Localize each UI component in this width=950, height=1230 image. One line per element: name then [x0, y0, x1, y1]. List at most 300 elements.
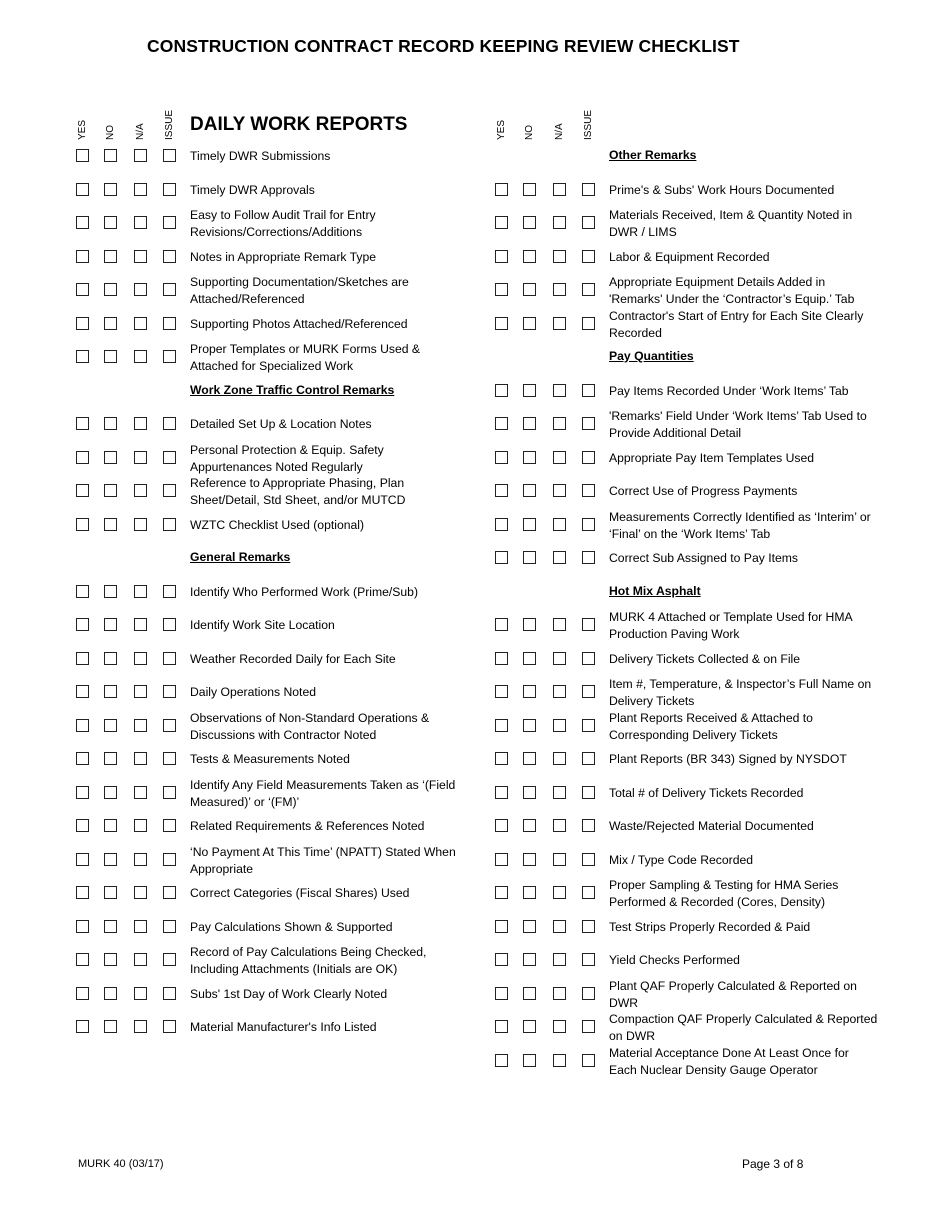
checklist-item-label: Pay Calculations Shown & Supported	[190, 919, 393, 934]
checkbox-no[interactable]	[523, 853, 536, 866]
checkbox-na[interactable]	[553, 551, 566, 564]
checkbox-issue[interactable]	[582, 518, 595, 531]
checkbox-no[interactable]	[104, 451, 117, 464]
checkbox-yes[interactable]	[495, 618, 508, 631]
checklist-row	[495, 610, 915, 647]
checkbox-na[interactable]	[134, 752, 147, 765]
checkbox-issue[interactable]	[582, 183, 595, 196]
checkbox-yes[interactable]	[76, 819, 89, 832]
checkbox-na[interactable]	[553, 752, 566, 765]
checkbox-issue[interactable]	[163, 149, 176, 162]
checklist-item-label: Identify Any Field Measurements Taken as ‘(Field Measured)’ or ‘(FM)’	[190, 777, 456, 809]
checkbox-yes[interactable]	[495, 1020, 508, 1033]
checkbox-yes[interactable]	[76, 216, 89, 229]
checkbox-issue[interactable]	[582, 819, 595, 832]
checkbox-no[interactable]	[104, 1020, 117, 1033]
checklist-row	[76, 710, 496, 748]
column-header-no: NO	[105, 125, 116, 140]
checkbox-na[interactable]	[134, 317, 147, 330]
checkbox-yes[interactable]	[495, 551, 508, 564]
form-id: MURK 40 (03/17)	[78, 1158, 164, 1170]
checkbox-no[interactable]	[104, 987, 117, 1000]
checkbox-issue[interactable]	[163, 886, 176, 899]
checkbox-yes[interactable]	[495, 786, 508, 799]
checkbox-na[interactable]	[134, 417, 147, 430]
checkbox-issue[interactable]	[582, 786, 595, 799]
checklist-row	[76, 844, 496, 882]
section-heading-label: General Remarks	[190, 550, 291, 564]
checklist-item-label: Record of Pay Calculations Being Checked, Including Attachments (Initials are OK)	[190, 945, 427, 976]
checkbox-yes[interactable]	[495, 484, 508, 497]
checkbox-yes[interactable]	[76, 317, 89, 330]
checkbox-na[interactable]	[553, 283, 566, 296]
checkbox-issue[interactable]	[163, 752, 176, 765]
checkbox-no[interactable]	[104, 417, 117, 430]
checkbox-na[interactable]	[134, 518, 147, 531]
checkbox-yes[interactable]	[495, 283, 508, 296]
checklist-item-label: Identify Work Site Location	[190, 618, 335, 632]
checkbox-issue[interactable]	[582, 551, 595, 564]
checkbox-issue[interactable]	[163, 920, 176, 933]
checklist-row	[495, 878, 915, 915]
checkbox-na[interactable]	[553, 317, 566, 330]
checkbox-na[interactable]	[134, 585, 147, 598]
section-heading	[495, 349, 915, 379]
checklist-row	[76, 885, 496, 915]
checklist-row	[495, 919, 915, 949]
checkbox-yes[interactable]	[76, 484, 89, 497]
checkbox-na[interactable]	[134, 819, 147, 832]
checklist-item-label: Material Acceptance Done At Least Once for Each Nuclear Density Gauge Operator	[609, 1045, 849, 1077]
checkbox-issue[interactable]	[582, 216, 595, 229]
checkbox-na[interactable]	[553, 417, 566, 430]
checkbox-no[interactable]	[523, 819, 536, 832]
checkbox-no[interactable]	[523, 652, 536, 665]
checkbox-na[interactable]	[553, 216, 566, 229]
checkbox-na[interactable]	[134, 652, 147, 665]
checkbox-issue[interactable]	[582, 250, 595, 263]
checkbox-issue[interactable]	[582, 1020, 595, 1033]
checklist-item-label: Labor & Equipment Recorded	[609, 249, 770, 264]
checkbox-issue[interactable]	[163, 451, 176, 464]
section-heading-label: Work Zone Traffic Control Remarks	[190, 382, 395, 397]
checklist-item-label: Yield Checks Performed	[609, 953, 740, 967]
checklist-row	[495, 409, 915, 446]
checkbox-yes[interactable]	[495, 853, 508, 866]
checkbox-yes[interactable]	[495, 652, 508, 665]
checklist-item-label: Tests & Measurements Noted	[190, 752, 350, 766]
checklist-row	[76, 476, 496, 513]
checkbox-issue[interactable]	[163, 183, 176, 196]
checklist-item-label: Material Manufacturer's Info Listed	[190, 1020, 377, 1034]
checkbox-issue[interactable]	[163, 819, 176, 832]
checkbox-yes[interactable]	[76, 953, 89, 966]
checkbox-yes[interactable]	[76, 719, 89, 732]
checkbox-no[interactable]	[523, 451, 536, 464]
checkbox-yes[interactable]	[76, 250, 89, 263]
checkbox-issue[interactable]	[582, 1054, 595, 1067]
checklist-item-label: Prime's & Subs' Work Hours Documented	[609, 182, 835, 197]
checkbox-yes[interactable]	[76, 618, 89, 631]
checkbox-issue[interactable]	[163, 216, 176, 229]
checkbox-yes[interactable]	[495, 987, 508, 1000]
checkbox-na[interactable]	[134, 886, 147, 899]
checkbox-na[interactable]	[553, 786, 566, 799]
checkbox-na[interactable]	[134, 618, 147, 631]
section-heading-label: Other Remarks	[609, 148, 697, 162]
checklist-item-label: Test Strips Properly Recorded & Paid	[609, 919, 811, 934]
checkbox-no[interactable]	[104, 819, 117, 832]
checklist-item-label: Personal Protection & Equip. Safety Appurtenances Noted Regularly	[190, 442, 384, 474]
checklist-item-label: Total # of Delivery Tickets Recorded	[609, 785, 804, 800]
checkbox-no[interactable]	[523, 283, 536, 296]
checkbox-issue[interactable]	[582, 652, 595, 665]
checkbox-no[interactable]	[523, 317, 536, 330]
checkbox-yes[interactable]	[76, 417, 89, 430]
checkbox-no[interactable]	[523, 384, 536, 397]
checkbox-na[interactable]	[553, 987, 566, 1000]
checkbox-issue[interactable]	[582, 317, 595, 330]
checkbox-no[interactable]	[523, 618, 536, 631]
checkbox-no[interactable]	[523, 250, 536, 263]
checkbox-na[interactable]	[553, 886, 566, 899]
checkbox-na[interactable]	[134, 685, 147, 698]
checkbox-yes[interactable]	[495, 719, 508, 732]
checklist-item-label: Correct Sub Assigned to Pay Items	[609, 551, 798, 565]
section-heading-daily-work-reports: DAILY WORK REPORTS	[190, 114, 408, 135]
checkbox-na[interactable]	[134, 1020, 147, 1033]
checkbox-issue[interactable]	[163, 953, 176, 966]
checklist-row	[76, 342, 496, 379]
checklist-row	[76, 986, 496, 1016]
checkbox-na[interactable]	[134, 350, 147, 363]
checkbox-issue[interactable]	[163, 853, 176, 866]
checkbox-no[interactable]	[523, 886, 536, 899]
checkbox-no[interactable]	[104, 149, 117, 162]
checklist-item-label: Timely DWR Approvals	[190, 182, 315, 197]
checkbox-na[interactable]	[134, 719, 147, 732]
checkbox-yes[interactable]	[495, 250, 508, 263]
checklist-item-label: Delivery Tickets Collected & on File	[609, 651, 801, 666]
checkbox-no[interactable]	[523, 1054, 536, 1067]
checklist-row	[495, 208, 915, 245]
checkbox-yes[interactable]	[76, 350, 89, 363]
checkbox-no[interactable]	[523, 786, 536, 799]
checkbox-na[interactable]	[553, 1020, 566, 1033]
checkbox-issue[interactable]	[582, 853, 595, 866]
checklist-item-label: Weather Recorded Daily for Each Site	[190, 651, 396, 666]
checkbox-yes[interactable]	[76, 886, 89, 899]
checkbox-issue[interactable]	[582, 953, 595, 966]
section-heading	[495, 148, 915, 178]
checklist-row	[76, 208, 496, 245]
checkbox-no[interactable]	[523, 417, 536, 430]
checkbox-no[interactable]	[104, 250, 117, 263]
checkbox-yes[interactable]	[76, 752, 89, 765]
checkbox-na[interactable]	[553, 250, 566, 263]
checkbox-yes[interactable]	[495, 384, 508, 397]
checkbox-issue[interactable]	[582, 417, 595, 430]
checklist-row	[76, 617, 496, 647]
checkbox-yes[interactable]	[495, 317, 508, 330]
checklist-row	[76, 584, 496, 614]
checkbox-no[interactable]	[104, 484, 117, 497]
checklist-row	[495, 710, 915, 748]
checkbox-no[interactable]	[523, 685, 536, 698]
checkbox-issue[interactable]	[163, 250, 176, 263]
checkbox-na[interactable]	[553, 920, 566, 933]
checkbox-issue[interactable]	[163, 685, 176, 698]
checkbox-issue[interactable]	[582, 752, 595, 765]
section-heading-label: Pay Quantities	[609, 349, 694, 363]
checklist-item-label: Related Requirements & References Noted	[190, 819, 425, 833]
checkbox-yes[interactable]	[76, 786, 89, 799]
checkbox-no[interactable]	[523, 752, 536, 765]
checklist-item-label: Reference to Appropriate Phasing, Plan Sheet/Detail, Std Sheet, and/or MUTCD	[190, 476, 406, 507]
checkbox-no[interactable]	[523, 518, 536, 531]
checkbox-na[interactable]	[134, 183, 147, 196]
checkbox-issue[interactable]	[582, 384, 595, 397]
checkbox-no[interactable]	[523, 953, 536, 966]
checklist-item-label: Plant Reports (BR 343) Signed by NYSDOT	[609, 752, 847, 766]
checkbox-yes[interactable]	[76, 652, 89, 665]
checklist-row	[495, 751, 915, 781]
checklist-item-label: Supporting Photos Attached/Referenced	[190, 316, 408, 331]
checkbox-yes[interactable]	[76, 149, 89, 162]
checklist-row	[76, 651, 496, 681]
checkbox-na[interactable]	[553, 1054, 566, 1067]
checkbox-issue[interactable]	[163, 417, 176, 430]
checkbox-no[interactable]	[104, 685, 117, 698]
checklist-item-label: Proper Templates or MURK Forms Used & Attached for Specialized Work	[190, 342, 421, 373]
checkbox-no[interactable]	[523, 484, 536, 497]
checkbox-issue[interactable]	[163, 618, 176, 631]
checkbox-issue[interactable]	[163, 652, 176, 665]
checkbox-no[interactable]	[523, 551, 536, 564]
checkbox-yes[interactable]	[76, 585, 89, 598]
checkbox-yes[interactable]	[76, 283, 89, 296]
checkbox-issue[interactable]	[163, 987, 176, 1000]
checkbox-issue[interactable]	[582, 920, 595, 933]
checkbox-issue[interactable]	[582, 719, 595, 732]
checklist-row	[495, 308, 915, 346]
checkbox-issue[interactable]	[582, 685, 595, 698]
checkbox-no[interactable]	[523, 920, 536, 933]
checklist-item-label: Materials Received, Item & Quantity Noted in DWR / LIMS	[609, 208, 853, 239]
checklist-item-label: Compaction QAF Properly Calculated & Reported on DWR	[609, 1012, 878, 1043]
checklist-row	[76, 148, 496, 178]
checkbox-no[interactable]	[523, 719, 536, 732]
checkbox-na[interactable]	[553, 819, 566, 832]
checkbox-na[interactable]	[134, 484, 147, 497]
checkbox-yes[interactable]	[495, 216, 508, 229]
column-header-na: N/A	[135, 123, 146, 140]
checkbox-no[interactable]	[104, 283, 117, 296]
checklist-item-label: Plant QAF Properly Calculated & Reported on DWR	[609, 978, 857, 1010]
column-header-yes: YES	[496, 119, 507, 140]
checkbox-no[interactable]	[104, 719, 117, 732]
checkbox-yes[interactable]	[495, 451, 508, 464]
page-title: CONSTRUCTION CONTRACT RECORD KEEPING REVIEW CHECKLIST	[147, 36, 740, 56]
checkbox-issue[interactable]	[582, 618, 595, 631]
checkbox-no[interactable]	[104, 618, 117, 631]
checkbox-yes[interactable]	[495, 417, 508, 430]
checkbox-no[interactable]	[104, 752, 117, 765]
checklist-item-label: Contractor's Start of Entry for Each Site Clearly Recorded	[609, 308, 864, 340]
checkbox-yes[interactable]	[76, 183, 89, 196]
checkbox-issue[interactable]	[582, 484, 595, 497]
checkbox-yes[interactable]	[76, 1020, 89, 1033]
checklist-row	[495, 550, 915, 580]
checkbox-na[interactable]	[553, 853, 566, 866]
checklist-item-label: Plant Reports Received & Attached to Corresponding Delivery Tickets	[609, 710, 813, 742]
checklist-item-label: Appropriate Equipment Details Added in 'Remarks' Under the ‘Contractor’s Equip.’ Tab	[609, 275, 855, 306]
checklist-row	[495, 785, 915, 815]
checkbox-yes[interactable]	[76, 518, 89, 531]
checkbox-yes[interactable]	[76, 853, 89, 866]
checkbox-yes[interactable]	[76, 685, 89, 698]
checkbox-na[interactable]	[134, 283, 147, 296]
checkbox-na[interactable]	[553, 953, 566, 966]
checkbox-na[interactable]	[134, 451, 147, 464]
checkbox-yes[interactable]	[495, 183, 508, 196]
checkbox-issue[interactable]	[582, 451, 595, 464]
checkbox-na[interactable]	[553, 685, 566, 698]
checkbox-no[interactable]	[104, 886, 117, 899]
checkbox-issue[interactable]	[163, 350, 176, 363]
checklist-item-label: Subs' 1st Day of Work Clearly Noted	[190, 986, 388, 1001]
checkbox-yes[interactable]	[495, 685, 508, 698]
section-heading	[76, 550, 496, 580]
checkbox-no[interactable]	[523, 216, 536, 229]
checkbox-no[interactable]	[523, 987, 536, 1000]
column-header-no: NO	[524, 125, 535, 140]
checklist-item-label: ‘No Payment At This Time’ (NPATT) Stated When Appropriate	[190, 844, 456, 876]
checklist-row	[76, 275, 496, 312]
checkbox-no[interactable]	[523, 1020, 536, 1033]
checklist-item-label: Daily Operations Noted	[190, 685, 316, 699]
checkbox-yes[interactable]	[495, 886, 508, 899]
checkbox-no[interactable]	[104, 350, 117, 363]
column-header-na: N/A	[554, 123, 565, 140]
checkbox-issue[interactable]	[163, 484, 176, 497]
checkbox-no[interactable]	[523, 183, 536, 196]
checklist-row	[495, 450, 915, 480]
checklist-item-label: Correct Categories (Fiscal Shares) Used	[190, 886, 410, 900]
checklist-item-label: Timely DWR Submissions	[190, 149, 331, 163]
checkbox-yes[interactable]	[495, 518, 508, 531]
checklist-item-label: Correct Use of Progress Payments	[609, 484, 798, 498]
checkbox-na[interactable]	[553, 451, 566, 464]
checkbox-yes[interactable]	[495, 752, 508, 765]
checkbox-issue[interactable]	[163, 585, 176, 598]
checkbox-no[interactable]	[104, 518, 117, 531]
column-header-yes: YES	[77, 119, 88, 140]
checklist-item-label: Item #, Temperature, & Inspector’s Full Name on Delivery Tickets	[609, 677, 872, 708]
column-header-issue: ISSUE	[583, 109, 594, 140]
checklist-item-label: Measurements Correctly Identified as ‘Interim’ or ‘Final’ on the ‘Work Items’ Tab	[609, 509, 871, 541]
checkbox-na[interactable]	[134, 920, 147, 933]
checkbox-no[interactable]	[104, 585, 117, 598]
checkbox-na[interactable]	[134, 149, 147, 162]
checklist-item-label: Identify Who Performed Work (Prime/Sub)	[190, 584, 419, 599]
checkbox-na[interactable]	[134, 786, 147, 799]
checklist-item-label: Pay Items Recorded Under ‘Work Items’ Tab	[609, 383, 849, 398]
checkbox-no[interactable]	[104, 786, 117, 799]
checklist-item-label: MURK 4 Attached or Template Used for HMA Production Paving Work	[609, 610, 852, 641]
checklist-item-label: WZTC Checklist Used (optional)	[190, 517, 365, 532]
checkbox-yes[interactable]	[495, 819, 508, 832]
checkbox-na[interactable]	[134, 250, 147, 263]
section-heading-label: Hot Mix Asphalt	[609, 583, 701, 598]
checkbox-issue[interactable]	[582, 987, 595, 1000]
checkbox-na[interactable]	[553, 652, 566, 665]
checklist-item-label: Proper Sampling & Testing for HMA Series Performed & Recorded (Cores, Density)	[609, 878, 839, 909]
checklist-row	[495, 1045, 915, 1083]
checklist-item-label: Detailed Set Up & Location Notes	[190, 417, 372, 431]
checkbox-issue[interactable]	[163, 1020, 176, 1033]
checklist-item-label: Mix / Type Code Recorded	[609, 852, 754, 867]
checkbox-issue[interactable]	[163, 518, 176, 531]
checkbox-no[interactable]	[104, 216, 117, 229]
checkbox-no[interactable]	[104, 920, 117, 933]
checkbox-no[interactable]	[104, 183, 117, 196]
column-header-issue: ISSUE	[164, 109, 175, 140]
checkbox-na[interactable]	[134, 853, 147, 866]
checkbox-yes[interactable]	[76, 451, 89, 464]
checkbox-na[interactable]	[553, 719, 566, 732]
checkbox-issue[interactable]	[163, 283, 176, 296]
page-number: Page 3 of 8	[742, 1157, 804, 1171]
checkbox-na[interactable]	[553, 618, 566, 631]
checkbox-na[interactable]	[553, 183, 566, 196]
checklist-item-label: Waste/Rejected Material Documented	[609, 819, 814, 833]
checklist-item-label: Notes in Appropriate Remark Type	[190, 249, 377, 264]
checkbox-no[interactable]	[104, 853, 117, 866]
checkbox-no[interactable]	[104, 652, 117, 665]
checklist-item-label: Appropriate Pay Item Templates Used	[609, 450, 815, 465]
checkbox-na[interactable]	[553, 518, 566, 531]
checklist-row	[76, 517, 496, 547]
checklist-item-label: 'Remarks' Field Under ‘Work Items’ Tab Used to Provide Additional Detail	[609, 409, 867, 440]
checklist-row	[76, 1019, 496, 1049]
checkbox-no[interactable]	[104, 953, 117, 966]
checkbox-no[interactable]	[104, 317, 117, 330]
checklist-row	[495, 818, 915, 848]
checklist-row	[495, 509, 915, 547]
checkbox-yes[interactable]	[495, 920, 508, 933]
checkbox-issue[interactable]	[163, 719, 176, 732]
checkbox-issue[interactable]	[582, 886, 595, 899]
checkbox-yes[interactable]	[76, 920, 89, 933]
checkbox-issue[interactable]	[582, 283, 595, 296]
checkbox-na[interactable]	[553, 484, 566, 497]
checkbox-yes[interactable]	[76, 987, 89, 1000]
checkbox-yes[interactable]	[495, 1054, 508, 1067]
checkbox-na[interactable]	[134, 987, 147, 1000]
checkbox-issue[interactable]	[163, 786, 176, 799]
checklist-item-label: Supporting Documentation/Sketches are Attached/Referenced	[190, 275, 409, 306]
checklist-row	[76, 777, 496, 815]
checklist-row	[76, 945, 496, 982]
checkbox-na[interactable]	[553, 384, 566, 397]
checklist-item-label: Easy to Follow Audit Trail for Entry Revisions/Corrections/Additions	[190, 208, 376, 239]
checkbox-issue[interactable]	[163, 317, 176, 330]
checklist-item-label: Observations of Non-Standard Operations & Discussions with Contractor Noted	[190, 710, 430, 742]
checkbox-na[interactable]	[134, 953, 147, 966]
checkbox-na[interactable]	[134, 216, 147, 229]
checkbox-yes[interactable]	[495, 953, 508, 966]
